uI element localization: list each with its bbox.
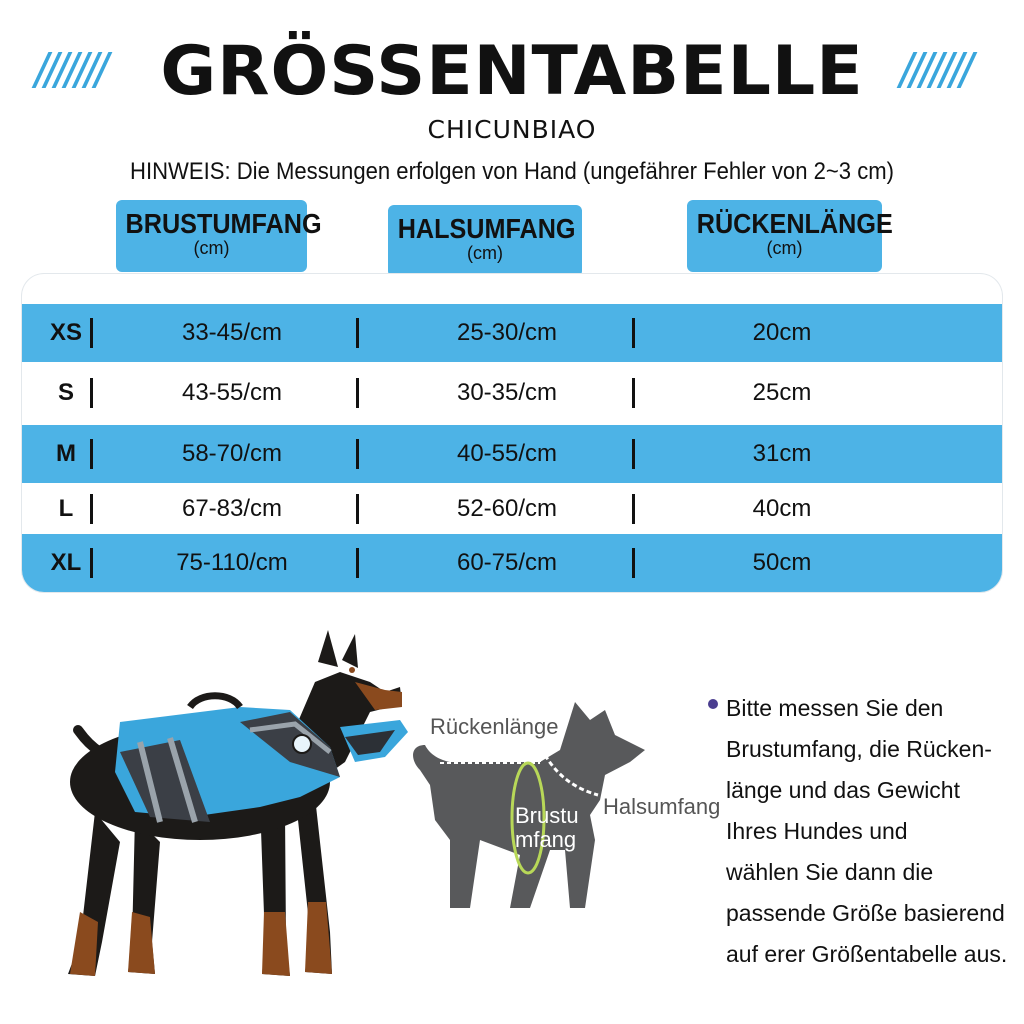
column-divider <box>356 548 359 578</box>
size-cell: M <box>56 440 76 467</box>
back-cell: 40cm <box>752 495 812 522</box>
brand-subtitle: CHICUNBIAO <box>427 115 597 144</box>
table-row <box>22 534 1002 592</box>
neck-cell: 25-30/cm <box>456 319 558 346</box>
table-row <box>22 425 1002 483</box>
column-header-neck-label: HALSUMFANG <box>397 213 576 244</box>
column-divider <box>632 494 635 524</box>
neck-cell: 60-75/cm <box>456 549 558 576</box>
size-table <box>22 274 1002 592</box>
column-header-chest-label: BRUSTUMFANG <box>125 208 322 239</box>
instructions-text <box>706 688 1006 975</box>
size-cell: XS <box>49 319 82 346</box>
column-header-neck <box>388 205 582 277</box>
neck-cell: 40-55/cm <box>456 440 558 467</box>
column-header-chest <box>116 200 322 272</box>
column-header-neck-unit: (cm) <box>467 243 503 263</box>
instruction-line: Ihres Hundes und <box>726 818 908 844</box>
chest-label-line-2: mfang <box>515 827 577 852</box>
neck-cell: 52-60/cm <box>456 495 558 522</box>
chest-cell: 75-110/cm <box>176 549 288 576</box>
chest-size-label <box>515 804 595 852</box>
back-cell: 20cm <box>752 319 812 346</box>
column-header-chest-unit: (cm) <box>193 238 230 258</box>
chest-cell: 67-83/cm <box>181 495 283 522</box>
size-cell: XL <box>50 549 82 576</box>
column-divider <box>632 318 635 348</box>
column-divider <box>90 548 93 578</box>
back-length-label: Rückenlänge <box>430 714 559 739</box>
table-row <box>22 304 1002 362</box>
table-row <box>22 480 1002 538</box>
column-divider <box>90 494 93 524</box>
column-divider <box>90 439 93 469</box>
column-header-back-unit: (cm) <box>766 238 803 258</box>
column-divider <box>632 378 635 408</box>
neck-cell: 30-35/cm <box>456 379 558 406</box>
measurement-note: HINWEIS: Die Messungen erfolgen von Hand (ungefährer Fehler von 2~3 cm) <box>130 158 894 185</box>
column-divider <box>90 318 93 348</box>
column-divider <box>90 378 93 408</box>
chest-cell: 43-55/cm <box>181 379 283 406</box>
instruction-line: länge und das Gewicht <box>726 777 960 803</box>
column-header-back-label: RÜCKENLÄNGE <box>696 208 893 239</box>
page-title: GRÖSSENTABELLE <box>160 32 864 111</box>
column-divider <box>632 439 635 469</box>
instruction-line: Brustumfang, die Rücken- <box>726 736 992 762</box>
size-cell: S <box>57 379 74 406</box>
table-row <box>22 364 1002 422</box>
column-divider <box>356 318 359 348</box>
instruction-line: passende Größe basierend <box>726 900 1005 926</box>
column-divider <box>356 439 359 469</box>
dog-with-vest-image <box>40 612 420 992</box>
instruction-line: auf erer Größentabelle aus. <box>726 941 1008 967</box>
column-divider <box>632 548 635 578</box>
instruction-line: wählen Sie dann die <box>726 859 934 885</box>
column-header-back <box>687 200 893 272</box>
column-divider <box>356 378 359 408</box>
chest-cell: 58-70/cm <box>181 440 283 467</box>
instruction-line: Bitte messen Sie den <box>726 695 944 721</box>
back-cell: 50cm <box>752 549 812 576</box>
size-cell: L <box>58 495 74 522</box>
back-cell: 31cm <box>752 440 812 467</box>
chest-label-line-1: Brustu <box>515 803 579 828</box>
neck-size-label: Halsumfang <box>603 794 721 819</box>
chest-cell: 33-45/cm <box>181 319 283 346</box>
column-divider <box>356 494 359 524</box>
back-cell: 25cm <box>752 379 812 406</box>
